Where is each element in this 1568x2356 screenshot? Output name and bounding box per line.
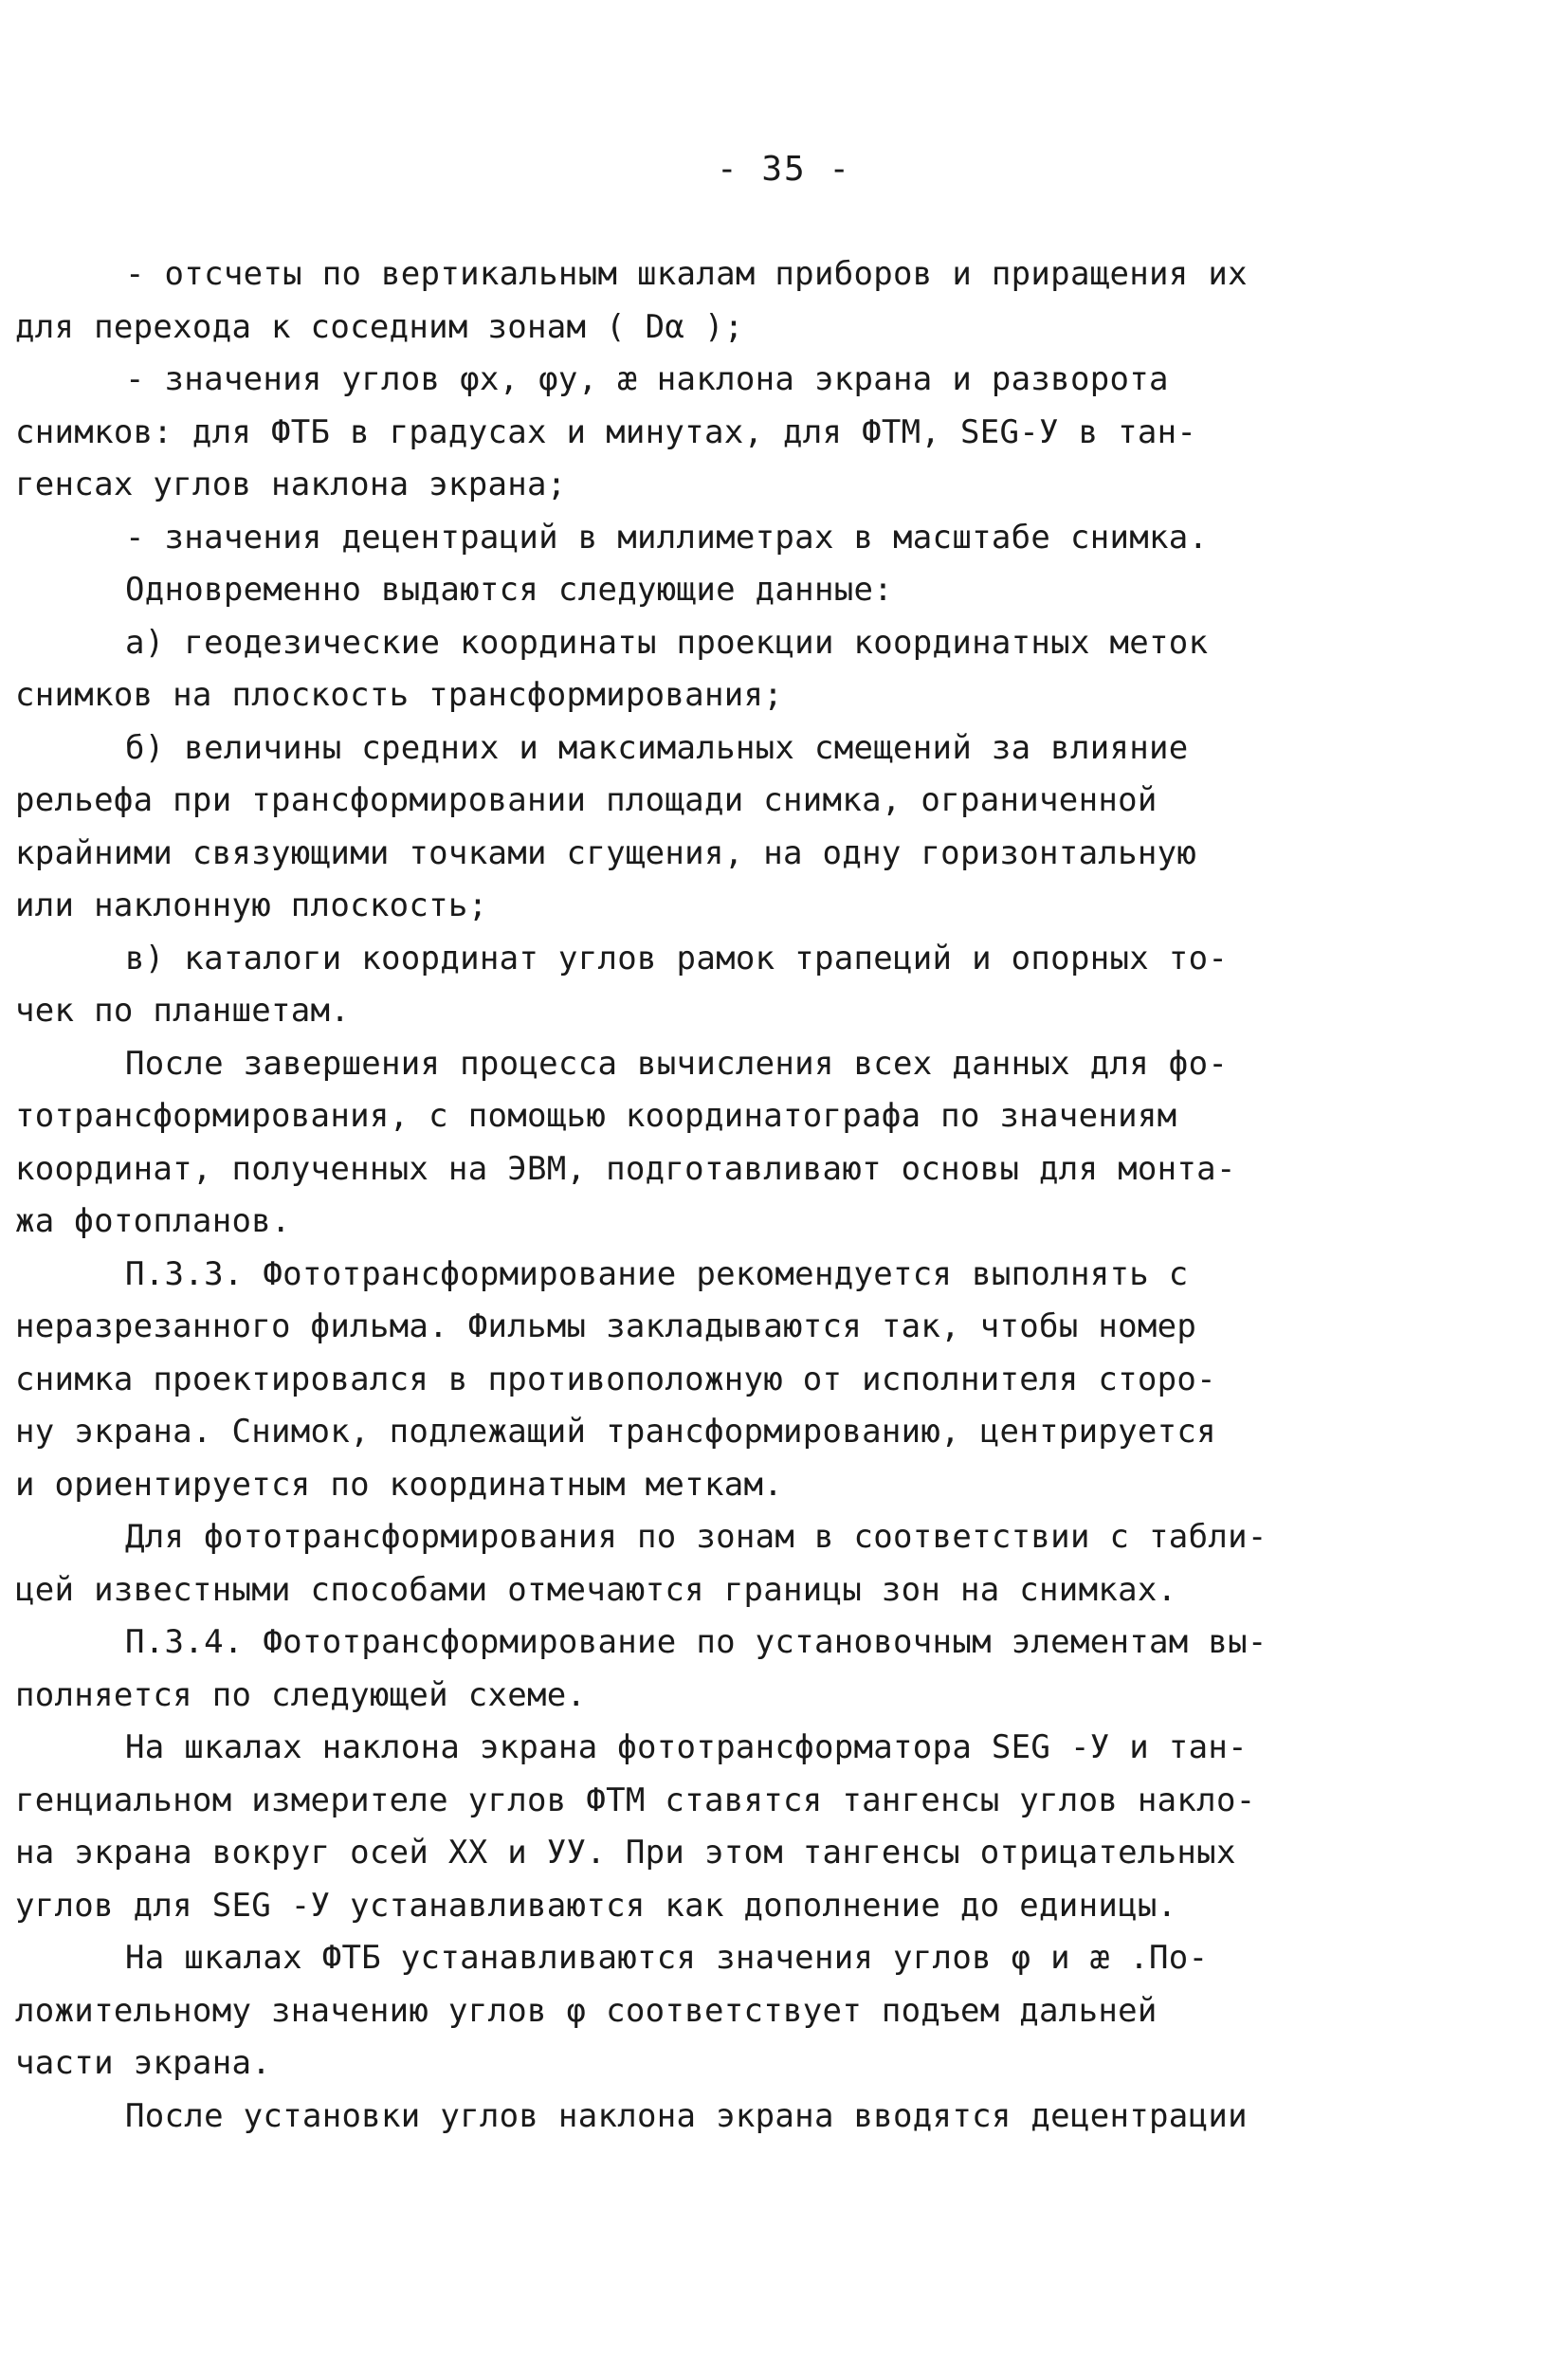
text-line: углов для SEG -У устанавливаются как дополнение до единицы. bbox=[15, 1886, 1177, 1925]
text-line: полняется по следующей схеме. bbox=[15, 1675, 587, 1714]
text-line: генсах углов наклона экрана; bbox=[15, 466, 567, 503]
text-line: снимков: для ФТБ в градусах и минутах, для ФТМ, SEG-У в тан- bbox=[15, 412, 1197, 451]
text-line: П.3.3. Фототрансформирование рекомендуется выполнять с bbox=[125, 1254, 1189, 1293]
text-line: Для фототрансформирования по зонам в соответствии с табли- bbox=[125, 1518, 1267, 1556]
text-line: или наклонную плоскость; bbox=[15, 886, 488, 924]
text-line: После завершения процесса вычисления всех данных для фо- bbox=[125, 1044, 1229, 1083]
text-line: для перехода к соседним зонам ( Dα ); bbox=[15, 307, 744, 346]
text-line: П.3.4. Фототрансформирование по установочным элементам вы- bbox=[125, 1623, 1267, 1661]
body-text bbox=[15, 248, 1380, 2143]
text-line: На шкалах ФТБ устанавливаются значения углов φ и æ .По- bbox=[125, 1939, 1209, 1977]
text-line: и ориентируется по координатным меткам. bbox=[15, 1465, 784, 1504]
text-line: рельефа при трансформировании площади снимка, ограниченной bbox=[15, 781, 1158, 819]
text-line: б) величины средних и максимальных смещений за влияние bbox=[125, 728, 1189, 767]
text-line: чек по планшетам. bbox=[15, 992, 351, 1030]
text-line: части экрана. bbox=[15, 2044, 272, 2082]
text-line: После установки углов наклона экрана вводятся децентрации bbox=[125, 2096, 1248, 2135]
text-line: координат, полученных на ЭВМ, подготавливают основы для монта- bbox=[15, 1149, 1236, 1188]
page-number: - 35 - bbox=[716, 150, 852, 189]
text-line: На шкалах наклона экрана фототрансформатора SEG -У и тан- bbox=[125, 1728, 1248, 1766]
text-line: снимка проектировался в противоположную от исполнителя сторо- bbox=[15, 1360, 1216, 1398]
text-line: генциальном измерителе углов ФТМ ставятся тангенсы углов накло- bbox=[15, 1781, 1256, 1819]
text-line: - значения децентраций в миллиметрах в масштабе снимка. bbox=[125, 518, 1209, 557]
text-line: тотрансформирования, с помощью координатографа по значениям bbox=[15, 1097, 1177, 1135]
text-line: в) каталоги координат углов рамок трапеций и опорных то- bbox=[125, 939, 1229, 977]
text-line: ну экрана. Снимок, подлежащий трансформированию, центрируется bbox=[15, 1413, 1216, 1451]
text-line: - отсчеты по вертикальным шкалам приборов и приращения их bbox=[125, 255, 1248, 293]
text-line: на экрана вокруг осей XX и УУ. При этом тангенсы отрицательных bbox=[15, 1834, 1236, 1872]
text-line: снимков на плоскость трансформирования; bbox=[15, 676, 784, 714]
text-line: неразрезанного фильма. Фильмы закладываются так, чтобы номер bbox=[15, 1307, 1197, 1345]
text-line: Одновременно выдаются следующие данные: bbox=[125, 571, 894, 609]
text-line: крайними связующими точками сгущения, на одну горизонтальную bbox=[15, 833, 1197, 872]
text-line: цей известными способами отмечаются границы зон на снимках. bbox=[15, 1570, 1177, 1609]
text-line: ложительному значению углов φ соответствует подъем дальней bbox=[15, 1991, 1158, 2030]
text-line: - значения углов φx, φy, æ наклона экрана и разворота bbox=[125, 360, 1169, 398]
text-line: а) геодезические координаты проекции координатных меток bbox=[125, 623, 1209, 662]
text-line: жа фотопланов. bbox=[15, 1202, 291, 1240]
